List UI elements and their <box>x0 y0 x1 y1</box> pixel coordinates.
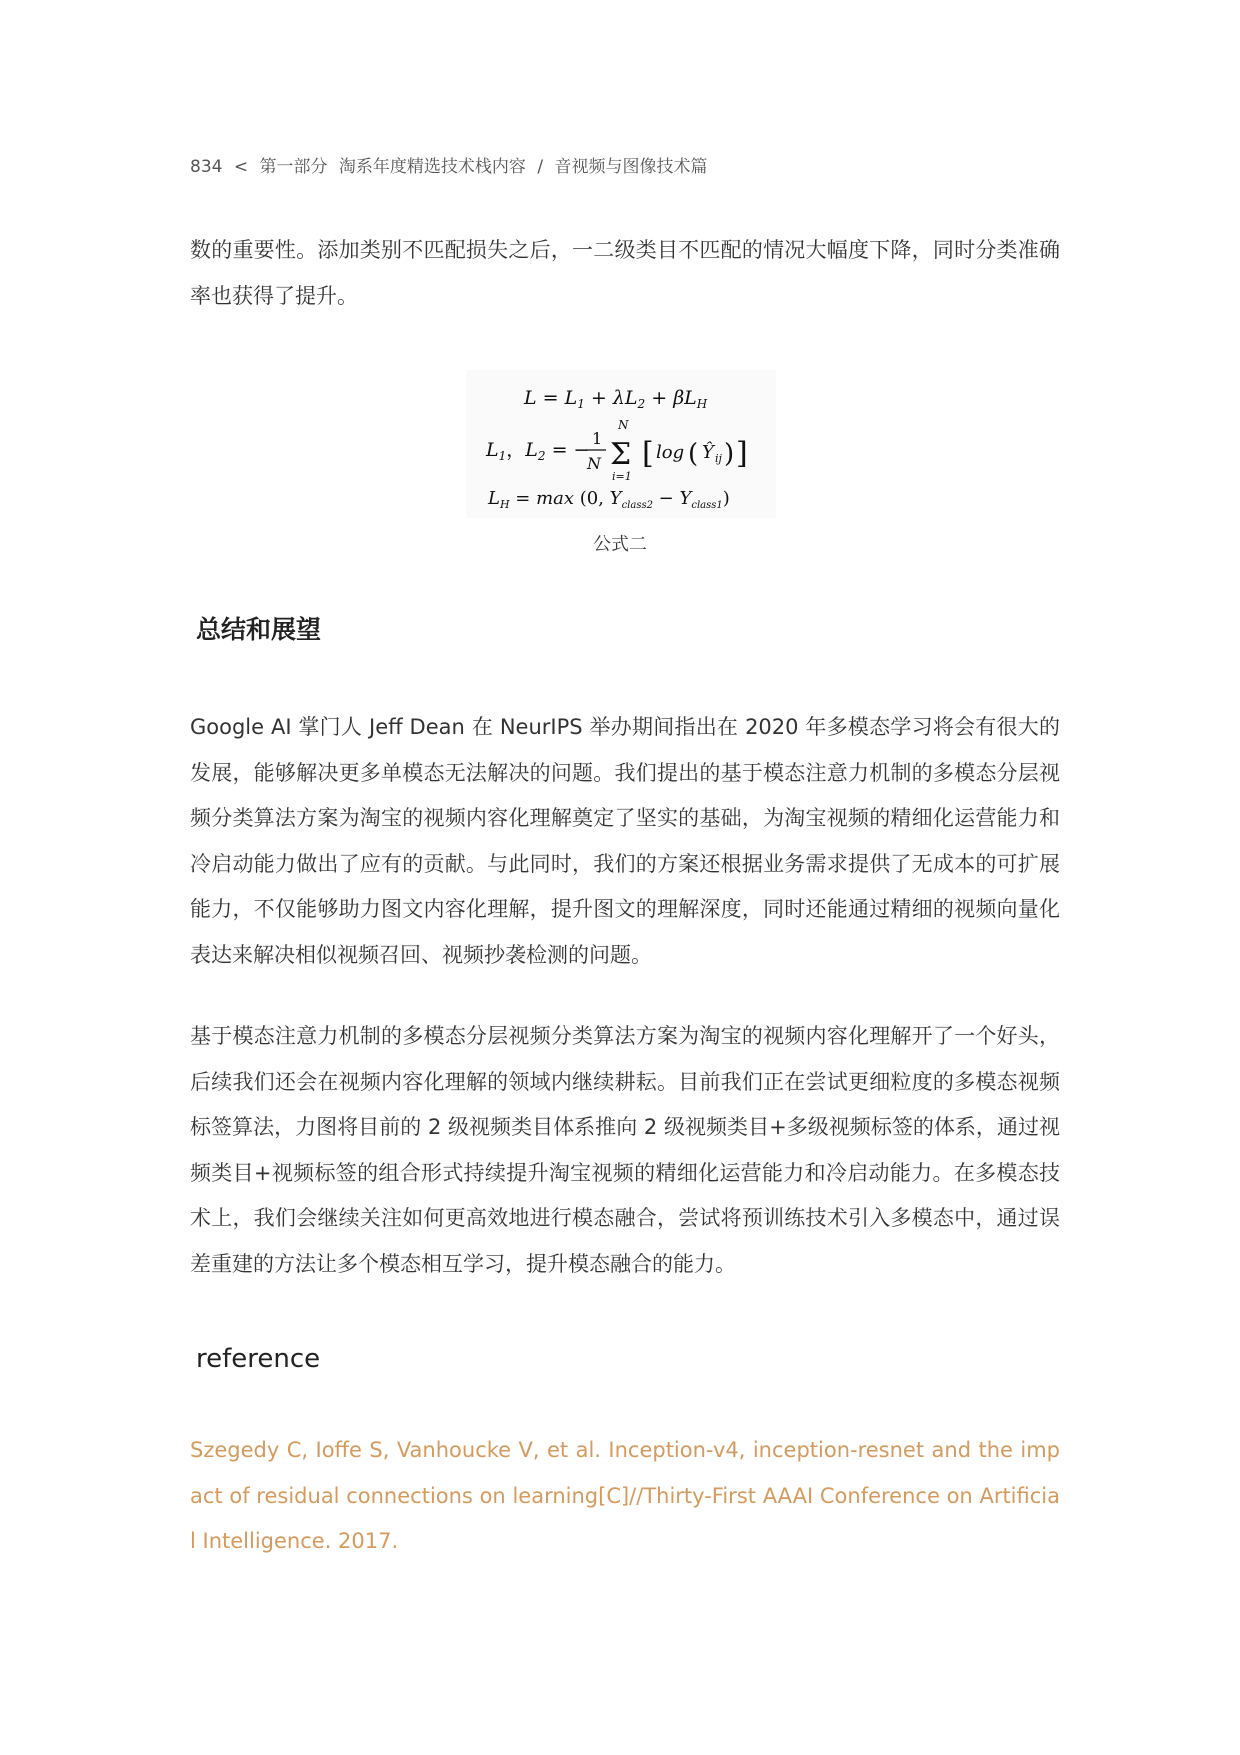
header-chapter: 音视频与图像技术篇 <box>554 157 708 177</box>
formula-caption: 公式二 <box>593 534 647 555</box>
page-number: 834 <box>190 157 223 177</box>
formula-line-2-left: $L_1$，$L_2$ = − <box>486 439 590 463</box>
formula-line-3: $L_H = \max (0$, $Y_{class2} - Y_{class1}$) <box>488 488 730 511</box>
intro-paragraph: 数的重要性。添加类别不匹配损失之后，一二级类目不匹配的情况大幅度下降，同时分类准确率也获得了提升。 <box>190 238 1060 308</box>
svg-text:log: log <box>656 442 685 463</box>
reference-link[interactable]: Szegedy C, Ioffe S, Vanhoucke V, et al. Inception-v4, inception-resnet and the impact of residual connections on learning[C]//Thirty-First AAAI Conference on Artificial Intelligence. 2017. <box>190 1438 1060 1553</box>
section-heading-reference: reference <box>196 1344 321 1374</box>
page-header <box>190 152 713 177</box>
svg-text:i=1: i=1 <box>612 470 632 483</box>
header-part: 第一部分 <box>259 157 328 177</box>
svg-text:]: ] <box>736 436 748 471</box>
svg-text:1: 1 <box>592 429 603 448</box>
svg-text:Σ: Σ <box>610 437 632 472</box>
svg-text:ij: ij <box>715 452 722 465</box>
header-slash: / <box>537 157 544 177</box>
svg-text:Ŷ: Ŷ <box>702 442 714 463</box>
header-book: 淘系年度精选技术栈内容 <box>338 157 526 177</box>
section-heading-summary: 总结和展望 <box>196 615 322 644</box>
svg-text:N: N <box>587 454 601 473</box>
summary-paragraph-2: 基于模态注意力机制的多模态分层视频分类算法方案为淘宝的视频内容化理解开了一个好头，后续我们还会在视频内容化理解的领域内继续耕耘。目前我们正在尝试更细粒度的多模态视频标签算法，力图将目前的 2 级视频类目体系推向 2 级视频类目+多级视频标签的体系，通过视频类目+视频标签的组合形式持续提升淘宝视频的精细化运营能力和冷启动能力。在多模态技术上，我们会继续关注如何更高效地进行模态融合，尝试将预训练技术引入多模态中，通过误差重建的方法让多个模态相互学习，提升模态融合的能力。 <box>190 1024 1060 1276</box>
svg-text:N: N <box>618 418 629 432</box>
formula-line-1: $L = L_1 + \lambda L_2 + \beta L_H$ <box>524 387 708 411</box>
svg-text:(: ( <box>688 439 699 469</box>
svg-text:[: [ <box>642 436 654 471</box>
header-separator: < <box>233 157 249 177</box>
summary-paragraph-1: Google AI 掌门人 Jeff Dean 在 NeurIPS 举办期间指出在 2020 年多模态学习将会有很大的发展，能够解决更多单模态无法解决的问题。我们提出的基于模态注意力机制的多模态分层视频分类算法方案为淘宝的视频内容化理解奠定了坚实的基础，为淘宝视频的精细化运营能力和冷启动能力做出了应有的贡献。与此同时，我们的方案还根据业务需求提供了无成本的可扩展能力，不仅能够助力图文内容化理解，提升图文的理解深度，同时还能通过精细的视频向量化表达来解决相似视频召回、视频抄袭检测的问题。 <box>190 715 1060 967</box>
svg-text:): ) <box>724 439 735 469</box>
formula-image <box>466 370 776 518</box>
